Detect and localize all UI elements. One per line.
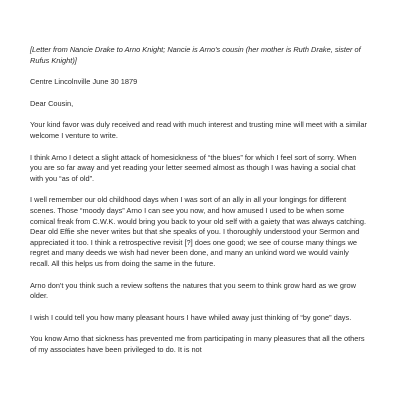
paragraph-1: Your kind favor was duly received and read with much interest and trusting mine will meet with a similar welcome I venture to write.: [30, 120, 367, 140]
paragraph-3: I well remember our old childhood days when I was sort of an ally in all your longings for different scenes. Those “moody days” Arno I can see you now, and how amused I used to be when some comical freak from C.W.K. would bring you back to your old self with a gaiety that was always catching. Dear old Effie she never writes but that she speaks of you. I thoroughly understood your Sermon and appreciated it too. I think a retrospective revisit [?] does one good; we see of course many things we regret and many deeds we wish had never been done, and many an unkind word we would vainly recall. All this helps us from doing the same in the future.: [30, 195, 367, 268]
paragraph-4: Arno don't you think such a review softens the natures that you seem to think grow hard as we grow older.: [30, 280, 356, 301]
letter-body: [30, 45, 370, 366]
paragraph-2: I think Arno I detect a slight attack of homesickness of “the blues” for which I feel sort of sorry. When you are so far away and yet reading your letter seemed almost as though I was having a social chat with you “as of old”.: [30, 152, 357, 183]
letter-salutation: Dear Cousin,: [30, 98, 74, 108]
paragraph-6: You know Arno that sickness has prevented me from participating in many pleasures that all the others of my associates have been privileged to do. It is not: [30, 334, 365, 354]
letter-place-date: Centre Lincolnville June 30 1879: [30, 77, 138, 87]
editorial-note: [Letter from Nancie Drake to Arno Knight; Nancie is Arno's cousin (her mother is Ruth Drake, sister of Rufus Knight)]: [30, 45, 361, 65]
paragraph-5: I wish I could tell you how many pleasant hours I have whiled away just thinking of “by gone” days.: [30, 312, 352, 322]
